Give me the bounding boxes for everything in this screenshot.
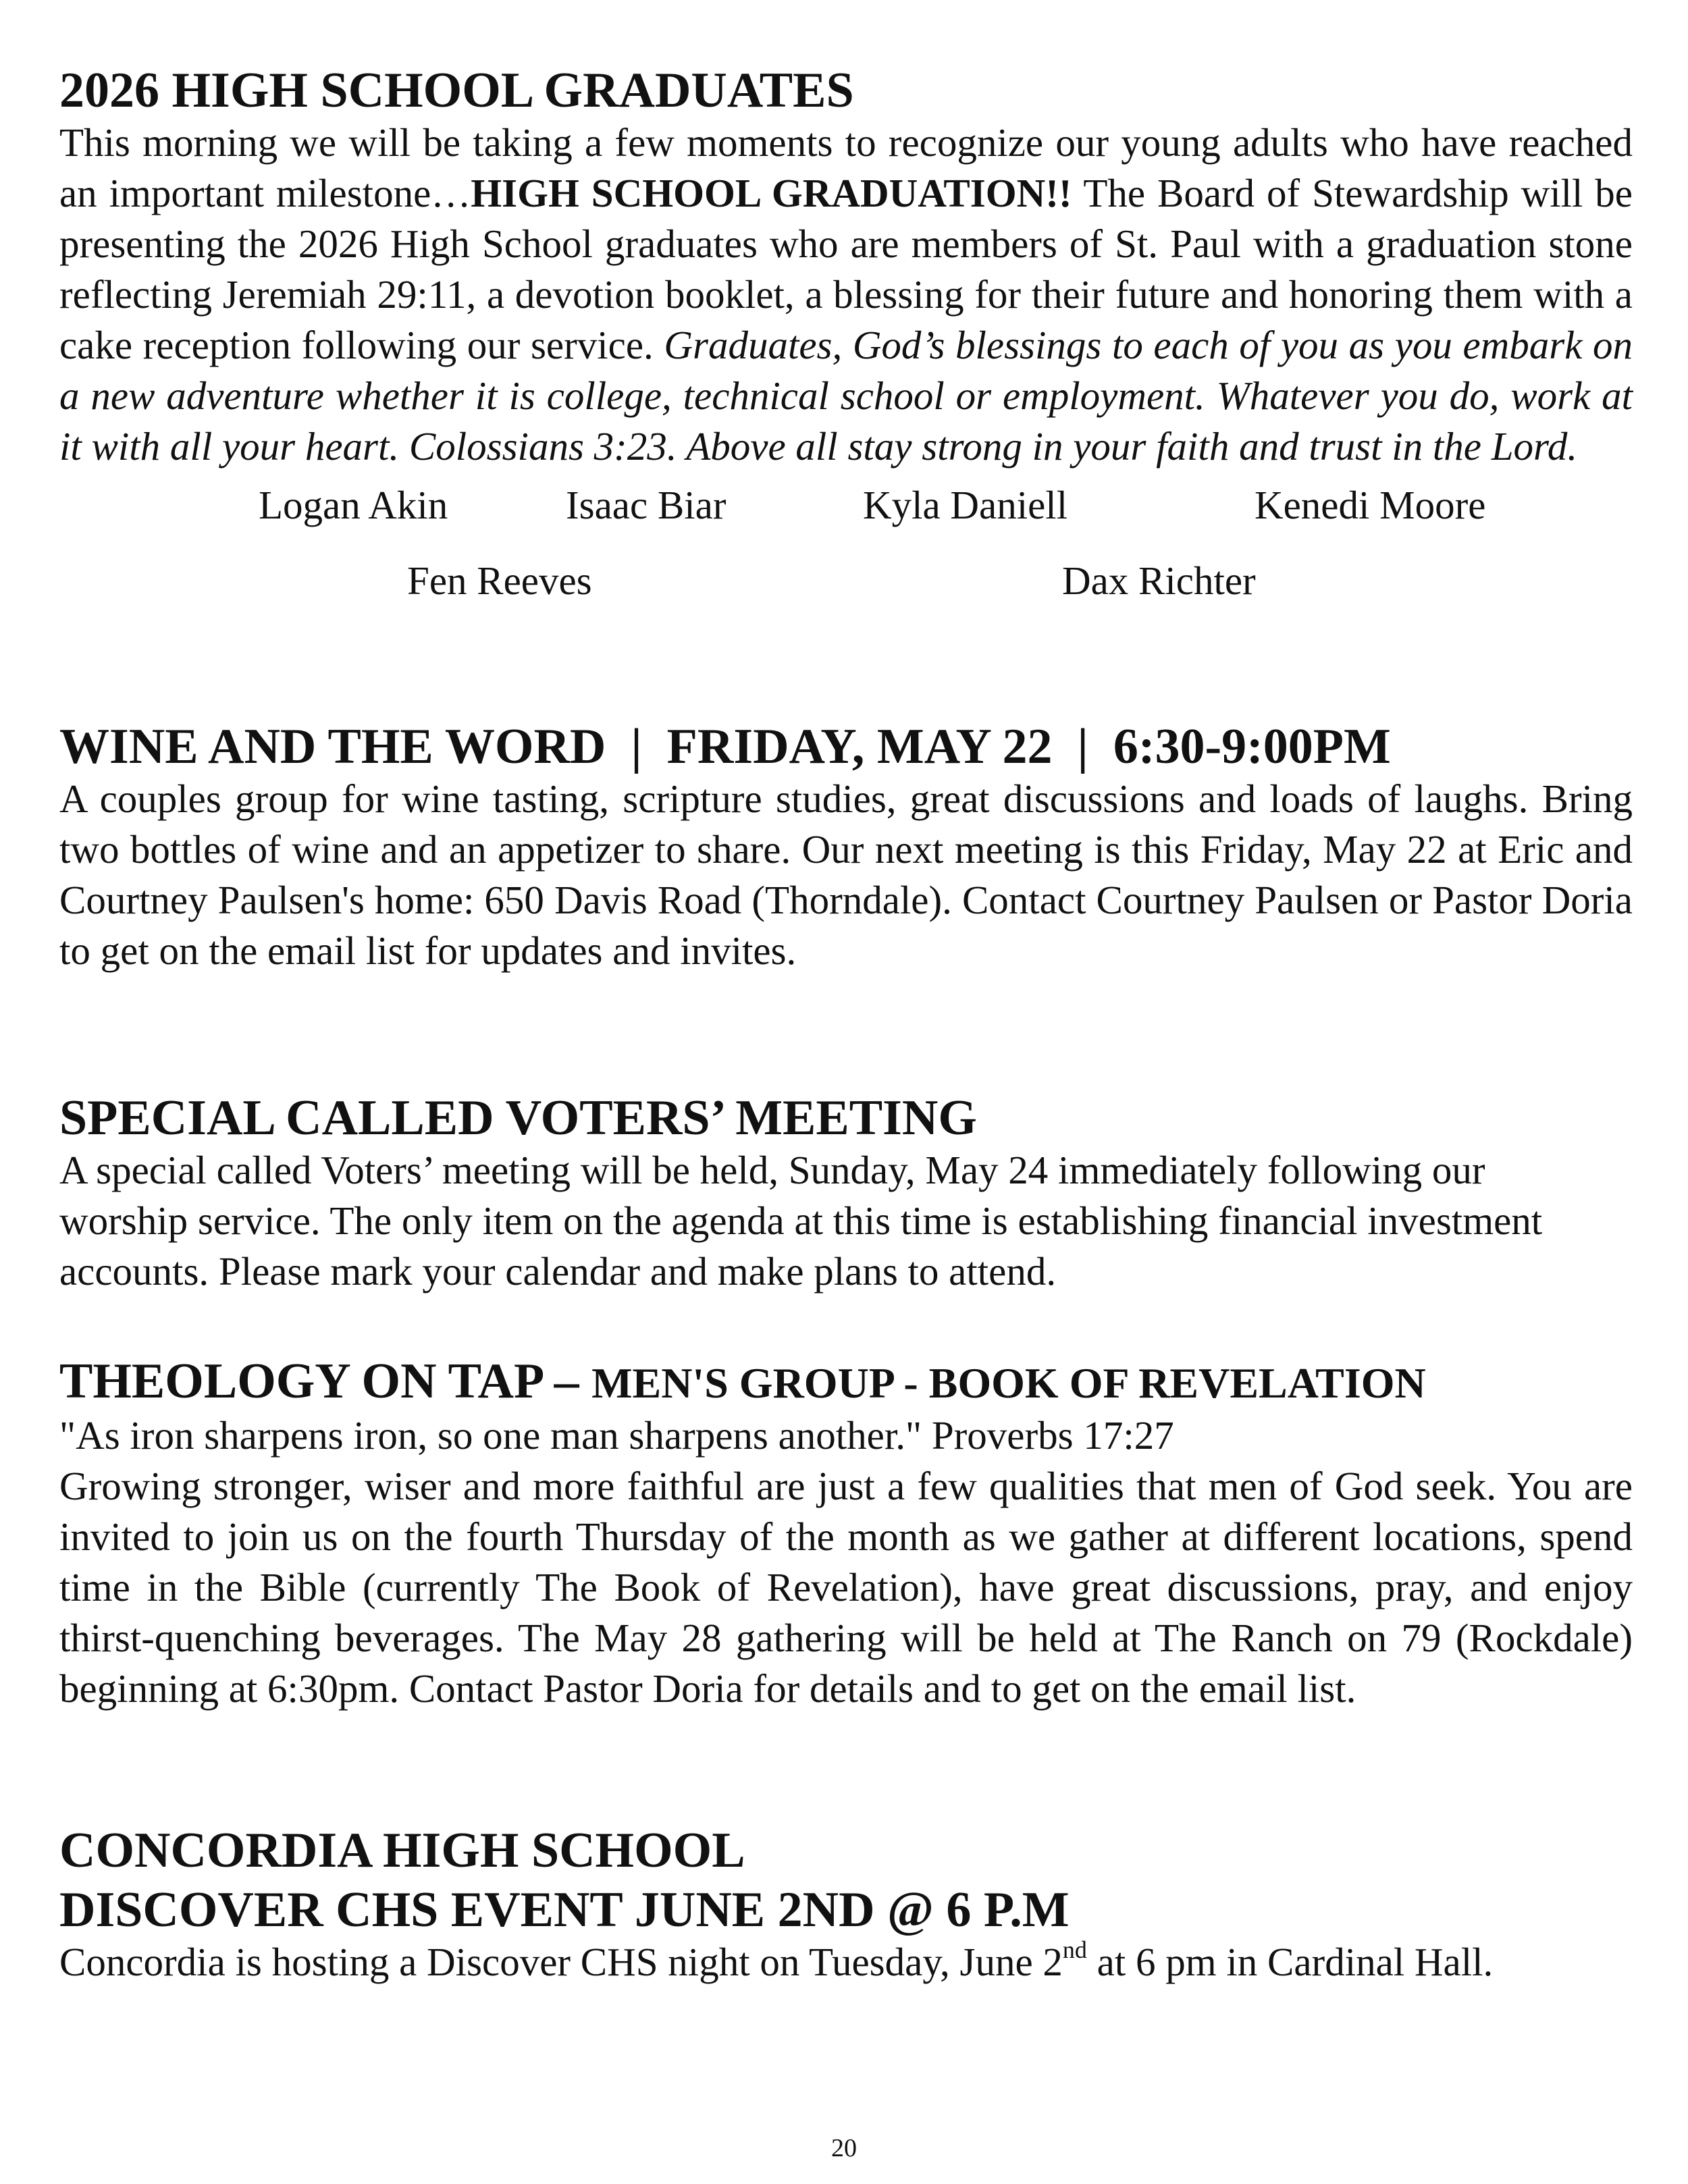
graduates-names-row-2 xyxy=(59,548,1633,623)
concordia-heading-line-1: CONCORDIA HIGH SCHOOL xyxy=(59,1823,745,1878)
theology-heading xyxy=(59,1350,1633,1414)
wine-heading: WINE AND THE WORD | FRIDAY, MAY 22 | 6:30-9:00PM xyxy=(59,719,1391,774)
concordia-body-end: at 6 pm in Cardinal Hall. xyxy=(1086,1940,1494,1984)
graduate-name: Isaac Biar xyxy=(566,483,727,527)
voters-heading: SPECIAL CALLED VOTERS’ MEETING xyxy=(59,1090,977,1146)
graduates-intro: This morning we will be taking a few moments to recognize our young adults who have reached an important milestone… xyxy=(59,120,1633,215)
concordia-paragraph xyxy=(59,1937,1633,1988)
graduates-names-row-1 xyxy=(59,472,1633,548)
graduates-heading: 2026 HIGH SCHOOL GRADUATES xyxy=(59,63,854,118)
page-number: 20 xyxy=(831,2134,857,2162)
concordia-ordinal-suffix: nd xyxy=(1062,1936,1087,1963)
graduates-body: The Board of Stewardship will be presenting the 2026 High School graduates who are members of St. Paul with a graduation stone reflecting Jeremiah 29:11, a devotion booklet, a blessing for their future and honoring them with a cake reception following our service. xyxy=(59,171,1633,367)
graduate-name: Kyla Daniell xyxy=(863,483,1068,527)
concordia-section xyxy=(59,1819,1633,1988)
theology-section xyxy=(59,1350,1633,1714)
concordia-body-start: Concordia is hosting a Discover CHS night on Tuesday, June 2 xyxy=(59,1940,1063,1984)
concordia-heading-line-2: DISCOVER CHS EVENT JUNE 2ND @ 6 P.M xyxy=(59,1882,1070,1938)
graduates-blessing: Graduates, God’s blessings to each of you as you embark on a new adventure whether it is college, technical school or employment. Whatever you do, work at it with all your heart. Colossians 3:23. Above all stay strong in your faith and trust in the Lord. xyxy=(59,323,1633,469)
voters-section xyxy=(59,1087,1633,1297)
graduates-section xyxy=(59,59,1633,623)
voters-paragraph: A special called Voters’ meeting will be held, Sunday, May 24 immediately following our worship service. The only item on the agenda at this time is establishing financial investment accounts. Please mark your calendar and make plans to attend. xyxy=(59,1148,1543,1294)
theology-quote: "As iron sharpens iron, so one man sharpens another." Proverbs 17:27 xyxy=(59,1413,1174,1458)
graduate-name: Kenedi Moore xyxy=(1255,483,1486,527)
wine-paragraph: A couples group for wine tasting, scripture studies, great discussions and loads of laughs. Bring two bottles of wine and an appetizer to share. Our next meeting is this Friday, May 22 at Eric and Courtney Paulsen's home: 650 Davis Road (Thorndale). Contact Courtney Paulsen or Pastor Doria to get on the email list for updates and invites. xyxy=(59,776,1633,973)
graduate-name: Fen Reeves xyxy=(407,558,592,603)
theology-heading-main: THEOLOGY ON TAP – xyxy=(59,1354,592,1409)
graduates-paragraph xyxy=(59,117,1633,472)
graduates-emphasis: HIGH SCHOOL GRADUATION!! xyxy=(471,171,1072,215)
graduate-name: Logan Akin xyxy=(259,483,448,527)
wine-section xyxy=(59,716,1633,976)
theology-heading-sub: MEN'S GROUP - BOOK OF REVELATION xyxy=(591,1359,1426,1407)
graduate-name: Dax Richter xyxy=(1062,558,1256,603)
theology-paragraph: Growing stronger, wiser and more faithful are just a few qualities that men of God seek. You are invited to join us on the fourth Thursday of the month as we gather at different locations, spend time in the Bible (currently The Book of Revelation), have great discussions, pray, and enjoy thirst-quenching beverages. The May 28 gathering will be held at The Ranch on 79 (Rockdale) beginning at 6:30pm. Contact Pastor Doria for details and to get on the email list. xyxy=(59,1464,1633,1711)
